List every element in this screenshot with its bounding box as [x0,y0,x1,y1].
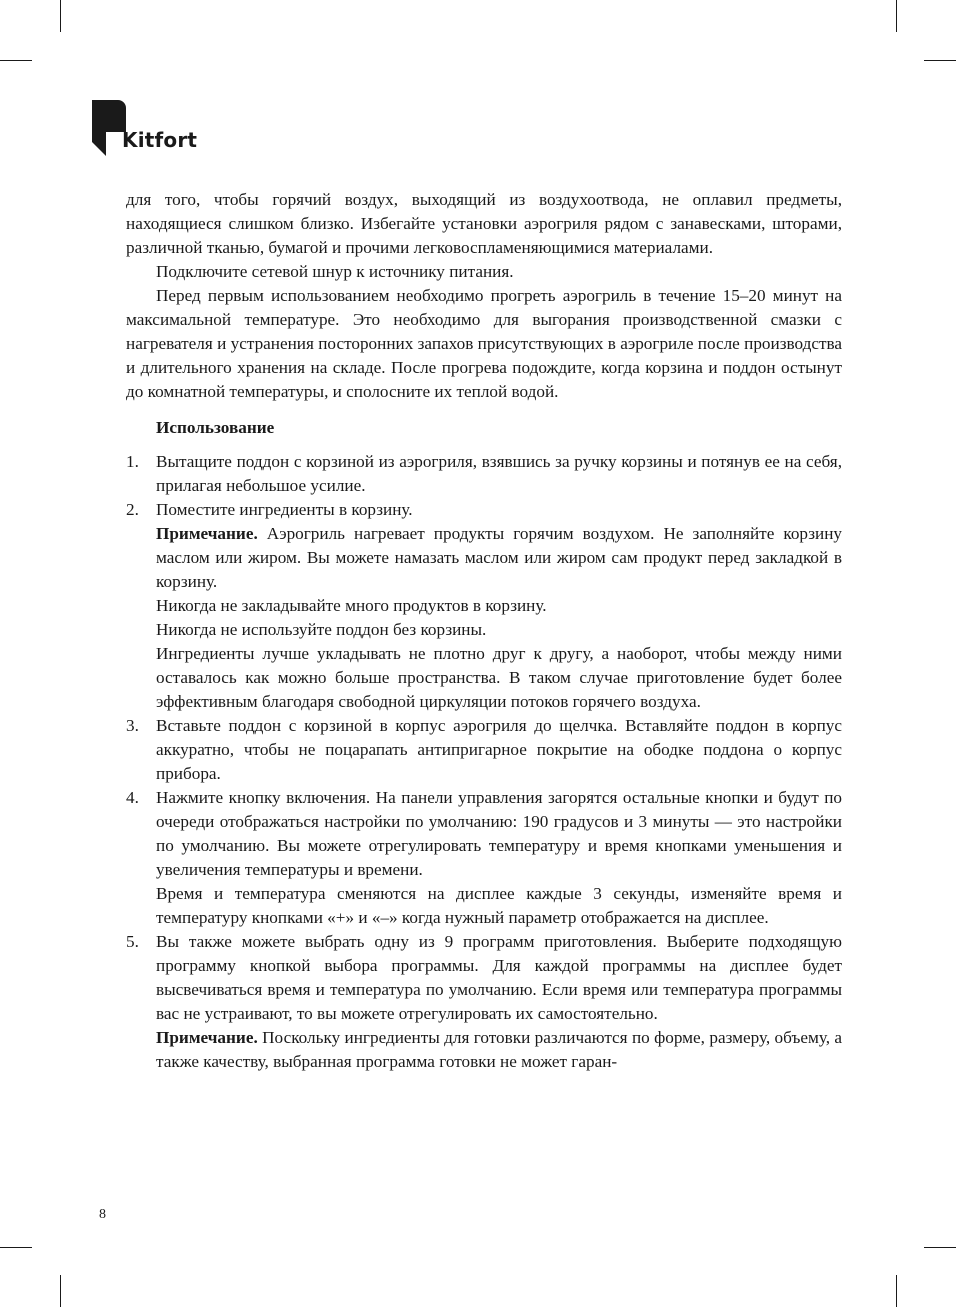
step-extra: Никогда не закладывайте много продуктов в корзину. [156,596,547,615]
list-item [126,786,842,930]
crop-mark [896,1275,897,1307]
brand-logo [92,100,212,160]
step-extra: Никогда не используйте поддон без корзины. [156,620,487,639]
note-label: Примечание. [156,1028,258,1047]
step-extra: Время и температура сменяются на дисплее каждые 3 секунды, изменяйте время и температуру кнопками «+» и «–» когда нужный параметр отображается на дисплее. [156,884,842,927]
intro-paragraph: Перед первым использованием необходимо прогреть аэрогриль в течение 15–20 минут на максимальной температуре. Это необходимо для выгорания производственной смазки с нагревателя и устранения посторонних запахов присутствующих в аэрогриле после производства и длительного хранения на складе. После прогрева подождите, когда корзина и поддон остынут до комнатной температуры, и сполосните их теплой водой. [126,286,842,401]
list-number: 1. [126,452,139,471]
page-number: 8 [99,1207,106,1222]
section-title: Использование [156,418,275,437]
kitfort-mark-icon [92,100,126,156]
list-number: 2. [126,500,139,519]
note-text: Аэрогриль нагревает продукты горячим воздухом. Не заполняйте корзину маслом или жиром. Вы можете намазать маслом или жиром сам продукт перед закладкой в корзину. [156,524,842,591]
crop-mark [924,60,956,61]
step-text: Вытащите поддон с корзиной из аэрогриля, взявшись за ручку корзины и потянув ее на себя, прилагая небольшое усилие. [156,452,842,495]
list-item [126,450,842,498]
step-note [156,1026,842,1074]
crop-mark [0,60,32,61]
page-content [126,188,842,1074]
step-text: Нажмите кнопку включения. На панели управления загорятся остальные кнопки и будут по очереди отображаться настройки по умолчанию: 190 градусов и 3 минуты — это настройки по умолчанию. Вы можете отрегулировать температуру и время кнопками уменьшения и увеличения температуры и времени. [156,788,842,879]
brand-name: Kitfort [122,128,198,152]
list-number: 4. [126,788,139,807]
step-note [156,522,842,594]
intro-paragraph: для того, чтобы горячий воздух, выходящий из воздухоотвода, не оплавил предметы, находящиеся слишком близко. Избегайте установки аэрогриля рядом с занавесками, шторами, различной тканью, бумагой и прочими легковоспламеняющимися материалами. [126,190,842,257]
step-extra: Ингредиенты лучше укладывать не плотно друг к другу, а наоборот, чтобы между ними оставалось как можно больше пространства. В таком случае приготовление будет более эффективным благодаря свободной циркуляции потоков горячего воздуха. [156,644,842,711]
note-text: Поскольку ингредиенты для готовки различаются по форме, размеру, объему, а также качеству, выбранная программа готовки не может гаран- [156,1028,842,1071]
step-text: Поместите ингредиенты в корзину. [156,500,413,519]
crop-mark [924,1247,956,1248]
list-number: 5. [126,932,139,951]
crop-mark [60,0,61,32]
list-number: 3. [126,716,139,735]
step-text: Вставьте поддон с корзиной в корпус аэрогриля до щелчка. Вставляйте поддон в корпус аккуратно, чтобы не поцарапать антипригарное покрытие на ободке поддона о корпус прибора. [156,716,842,783]
crop-mark [0,1247,32,1248]
note-label: Примечание. [156,524,258,543]
step-text: Вы также можете выбрать одну из 9 программ приготовления. Выберите подходящую программу кнопкой выбора программы. Для каждой программы на дисплее будет высвечиваться время и температура по умолчанию. Если время или температура программы вас не устраивают, то вы можете отрегулировать их самостоятельно. [156,932,842,1023]
list-item [126,930,842,1074]
crop-mark [60,1275,61,1307]
intro-paragraph: Подключите сетевой шнур к источнику питания. [156,262,514,281]
list-item [126,714,842,786]
list-item [126,498,842,714]
crop-mark [896,0,897,32]
